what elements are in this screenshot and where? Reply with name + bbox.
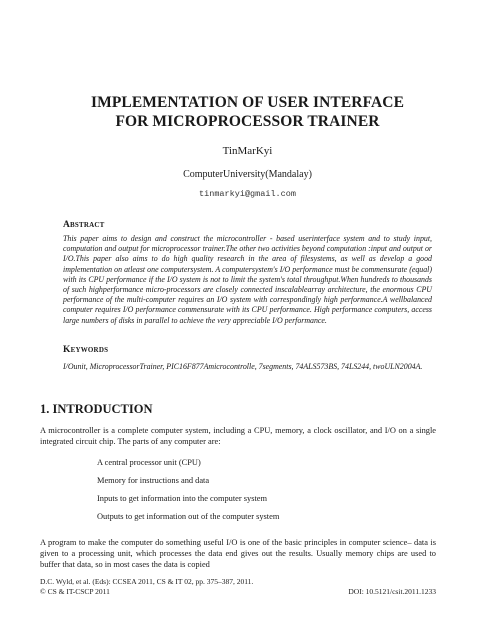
section-heading-introduction: 1. INTRODUCTION [40,402,153,416]
author-name: TinMarKyi [222,145,273,157]
keywords-heading: Keywords [63,345,109,355]
author-email: tinmarkyi@gmail.com [199,189,296,199]
list-item: Memory for instructions and data [97,476,210,485]
paper-title [40,93,455,131]
list-item: A central processor unit (CPU) [97,458,201,467]
title-line-2: FOR MICROPROCESSOR TRAINER [115,113,380,130]
abstract-text: This paper aims to design and construct the microcontroller - based userinterface system and to study input, computation and output for microprocessor trainer.The other two activities beyond computation :input and output or I/O.This paper also aims to do high quality research in the area of filesystems, as well as develop a good implementation on atleast one computersystem. A computersystem's I/O performance must be commensurate (equal) with its CPU performance if the I/O system is not to limit the system's total throughput.When hundreds to thousands of such highperformance micro-processors are closely connected inscalablearray architecture, the enormous CPU performance of the multi-computer requires an I/O system with correspondingly high performance.A wellbalanced computer requires I/O performance commensurate with its CPU performance. High performance computers, access large numbers of disks in parallel to achieve the very appreciable I/O performance. [63,234,432,325]
title-line-1: IMPLEMENTATION OF USER INTERFACE [90,94,405,111]
list-item: Inputs to get information into the computer system [97,494,268,503]
author-affiliation: ComputerUniversity(Mandalay) [183,169,312,180]
keywords-text: I/Ounit, MicroprocessorTrainer, PIC16F877Amicrocontrolle, 7segments, 74ALS573BS, 74LS244, twoULN2004A. [63,362,423,371]
abstract-heading: Abstract [63,220,105,230]
footer-citation-block [40,577,253,597]
footer-copyright: © CS & IT-CSCP 2011 [40,587,110,596]
introduction-paragraph-2: A program to make the computer do something useful I/O is one of the basic principles in computer science– data is given to a processing unit, which processes the data end gives out the results. Usually memory chips are used to buffer that data, so in most cases the data is copied [40,538,436,569]
list-item: Outputs to get information out of the computer system [97,512,280,521]
footer-citation: D.C. Wyld, et al. (Eds): CCSEA 2011, CS & IT 02, pp. 375–387, 2011. [40,577,254,586]
computer-parts-list [97,457,279,529]
introduction-paragraph-1: A microcontroller is a complete computer system, including a CPU, memory, a clock oscillator, and I/O on a single integrated circuit chip. The parts of any computer are: [40,426,436,446]
footer-doi: DOI: 10.5121/csit.2011.1233 [348,587,436,596]
